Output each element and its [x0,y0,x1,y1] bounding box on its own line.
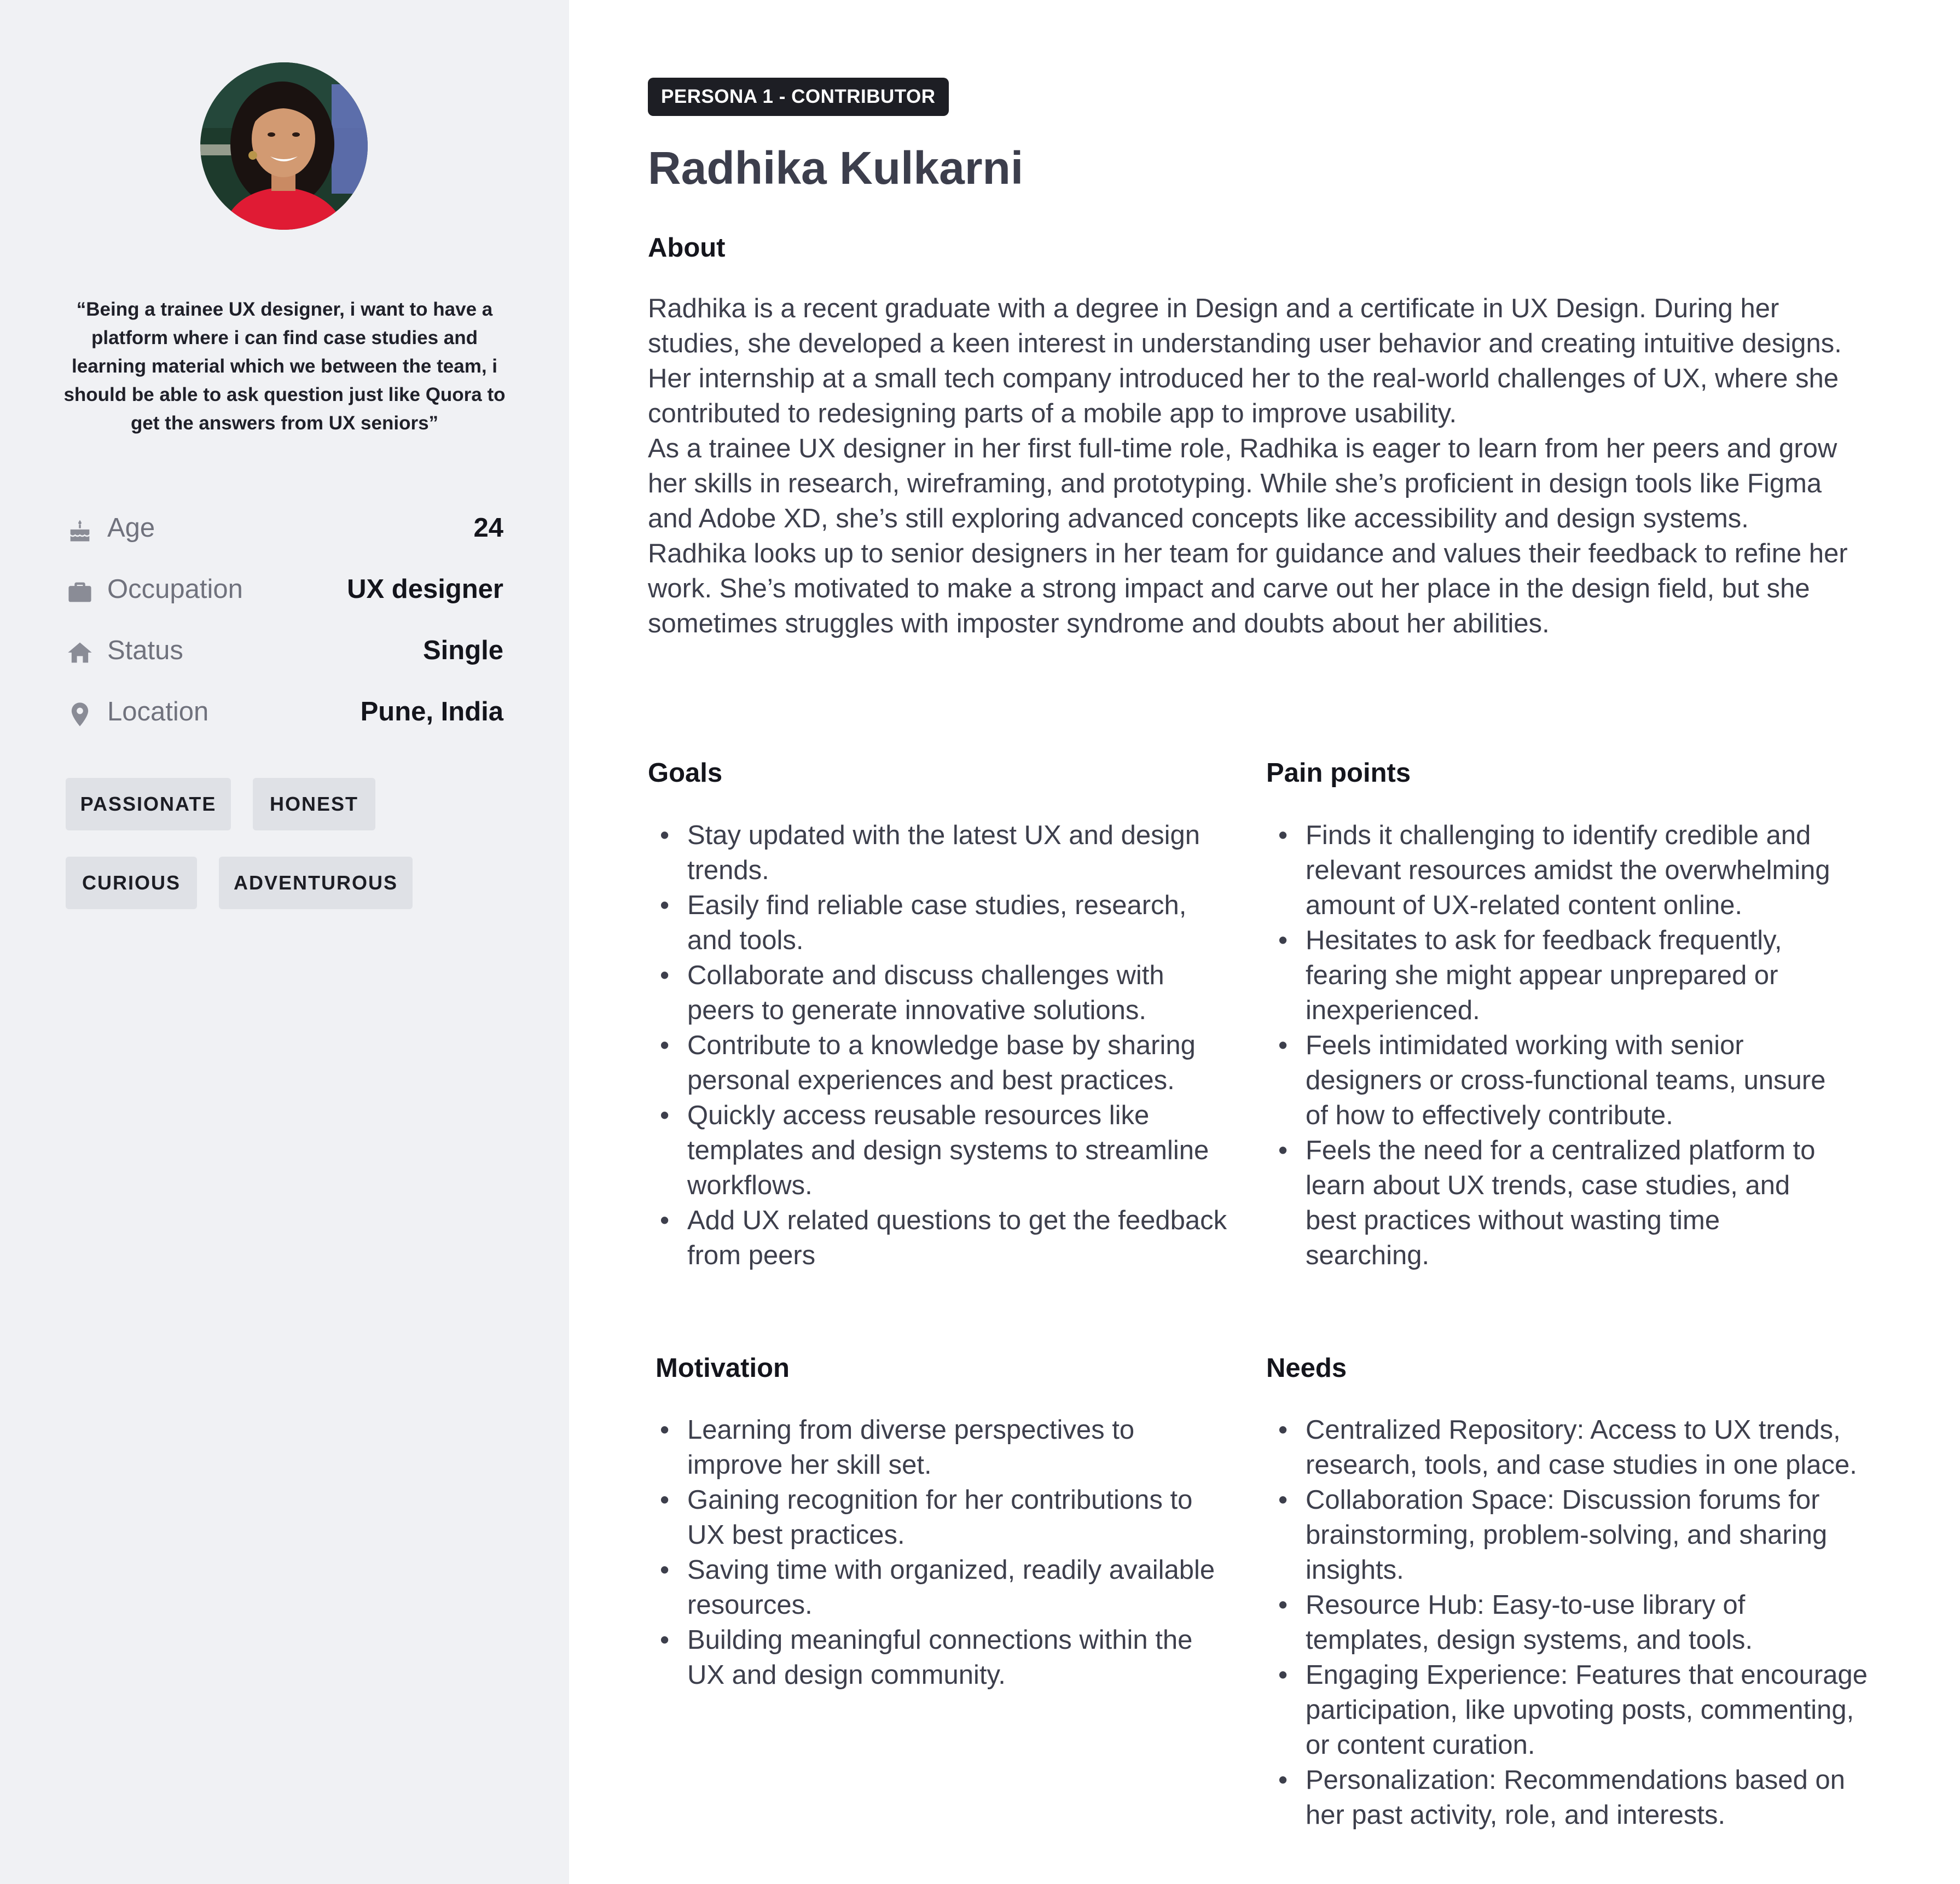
info-row-location: Location Pune, India [66,693,503,731]
persona-sidebar [0,0,569,1884]
list-item: • Feels the need for a centralized platform to learn about UX trends, case studies, and best practices without wasting time searching. [1266,1133,1846,1273]
list-item: • Hesitates to ask for feedback frequently, fearing she might appear unprepared or inexperienced. [1266,923,1846,1028]
persona-main [648,0,1906,1884]
list-item: • Learning from diverse perspectives to improve her skill set. [648,1412,1228,1482]
list-item: • Building meaningful connections within the UX and design community. [648,1623,1228,1693]
info-row-occupation: Occupation UX designer [66,570,503,608]
list-item: • Contribute to a knowledge base by sharing personal experiences and best practices. [648,1028,1228,1098]
info-row-age: Age 24 [66,509,503,547]
pain-points-title: Pain points [1266,758,1411,788]
list-item: • Collaborate and discuss challenges with peers to generate innovative solutions. [648,958,1228,1028]
trait-tag: CURIOUS [66,857,197,909]
persona-name: Radhika Kulkarni [648,142,1024,194]
motivation-list [648,1412,1228,1693]
about-paragraph: As a trainee UX designer in her first full-time role, Radhika is eager to learn from her peers and grow her skills in research, wireframing, and prototyping. While she’s proficient in design tools like Figma and Adobe XD, she’s still exploring advanced concepts like accessibility and design systems. [648,434,1837,533]
persona-badge: PERSONA 1 - CONTRIBUTOR [648,78,949,116]
goals-list [648,818,1228,1273]
list-item: • Centralized Repository: Access to UX trends, research, tools, and case studies in one place. [1266,1412,1874,1482]
list-item: • Stay updated with the latest UX and design trends. [648,818,1228,888]
list-item: • Quickly access reusable resources like templates and design systems to streamline workflows. [648,1098,1228,1203]
about-text [648,291,1868,641]
about-paragraph: Radhika looks up to senior designers in her team for guidance and values their feedback to refine her work. She’s motivated to make a strong impact and carve out her place in the design field, but she sometimes struggles with imposter syndrome and doubts about her abilities. [648,539,1848,638]
goals-title: Goals [648,758,723,788]
list-item: • Engaging Experience: Features that encourage participation, like upvoting posts, commenting, or content curation. [1266,1658,1874,1763]
motivation-title: Motivation [656,1353,790,1383]
info-row-status: Status Single [66,631,503,670]
list-item: • Personalization: Recommendations based on her past activity, role, and interests. [1266,1763,1874,1833]
needs-list [1266,1412,1874,1833]
avatar [200,62,368,230]
briefcase-icon [66,578,94,606]
list-item: • Feels intimidated working with senior designers or cross-functional teams, unsure of how to effectively contribute. [1266,1028,1846,1133]
about-title: About [648,233,726,263]
trait-tag: PASSIONATE [66,778,231,830]
list-item: • Easily find reliable case studies, research, and tools. [648,888,1228,958]
list-item: • Saving time with organized, readily available resources. [648,1552,1228,1623]
pain-points-list [1266,818,1846,1273]
persona-quote: “Being a trainee UX designer, i want to have a platform where i can find case studies and learning material which we between the team, i should be able to ask question just like Quora to get the answers from UX seniors” [63,299,506,434]
about-paragraph: Radhika is a recent graduate with a degree in Design and a certificate in UX Design. During her studies, she developed a keen interest in understanding user behavior and creating intuitive designs. Her internship at a small tech company introduced her to the real-world challenges of UX, where she contributed to redesigning parts of a mobile app to improve usability. [648,294,1842,428]
avatar-photo [200,62,368,230]
list-item: • Finds it challenging to identify credible and relevant resources amidst the overwhelming amount of UX-related content online. [1266,818,1846,923]
home-icon [66,639,94,667]
list-item: • Collaboration Space: Discussion forums for brainstorming, problem-solving, and sharing insights. [1266,1482,1874,1588]
cake-icon [66,516,94,545]
list-item: • Add UX related questions to get the feedback from peers [648,1203,1228,1273]
location-pin-icon [66,700,94,729]
list-item: • Gaining recognition for her contributions to UX best practices. [648,1482,1228,1552]
list-item: • Resource Hub: Easy-to-use library of templates, design systems, and tools. [1266,1588,1874,1658]
trait-tag: HONEST [253,778,375,830]
trait-tag: ADVENTUROUS [219,857,413,909]
needs-title: Needs [1266,1353,1347,1383]
